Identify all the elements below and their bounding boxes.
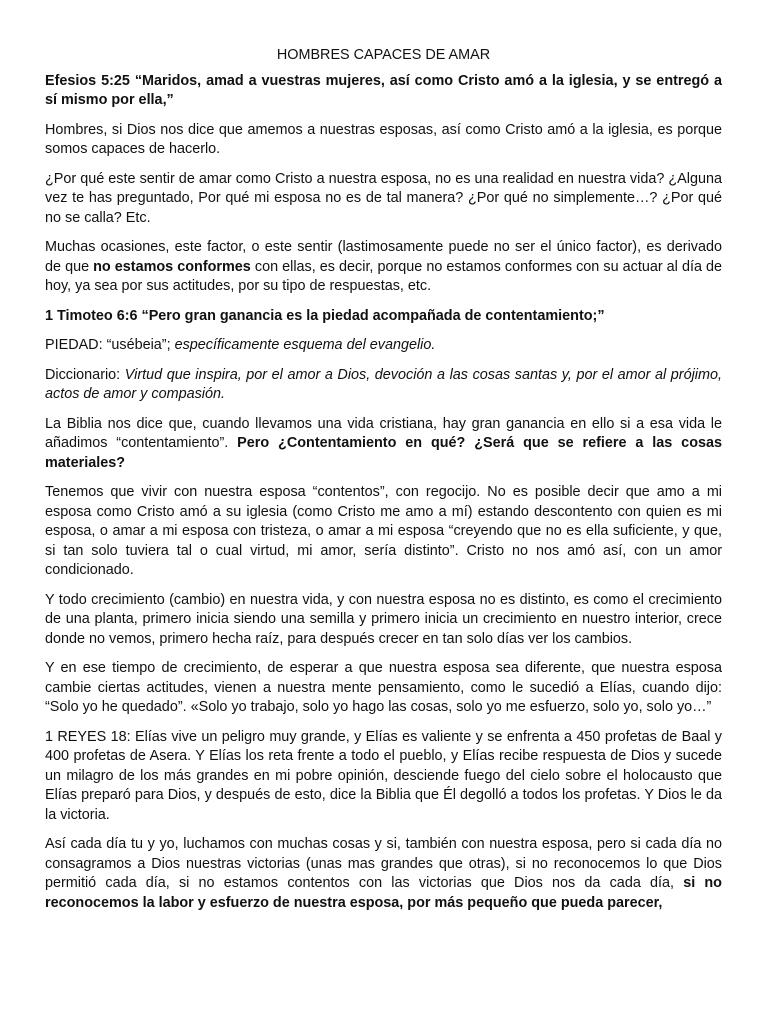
definition-dictionary <box>45 366 722 405</box>
verse-timothy: 1 Timoteo 6:6 “Pero gran ganancia es la piedad acompañada de contentamiento;” <box>45 307 605 324</box>
document-page <box>45 46 722 923</box>
paragraph-victories-text: Así cada día tu y yo, luchamos con muchas cosas y si, también con nuestra esposa, pero si cada día no consagramos a Dios nuestras victorias (unas mas grandes que otras), si no reconocemos lo que Dios permitió cada día, si no estamos contentos con las victorias que Dios nos da cada día, <box>45 836 722 891</box>
paragraph-live-content: Tenemos que vivir con nuestra esposa “contentos”, con regocijo. No es posible decir que amo a mi esposa como Cristo amó a su iglesia (como Cristo me amo a mí) estando descontento con quien es mi esposa, o amar a mi esposa con tristeza, o amar a mi esposa “creyendo que no es ella suficiente, y que, si tan solo tuviera tal o cual virtud, mi amor, sería distinto”. Cristo no nos amó así, con un amor condicionado. <box>45 484 722 578</box>
paragraph-elijah: Y en ese tiempo de crecimiento, de esperar a que nuestra esposa sea diferente, que nuestra esposa cambie ciertas actitudes, vienen a nuestra mente pensamiento, como le sucedió a Elías, cuando dijo: “Solo yo he quedado”. «Solo yo trabajo, solo yo hago las cosas, solo yo me esfuerzo, solo yo, solo yo…” <box>45 660 722 715</box>
paragraph-contentment-text: La Biblia nos dice que, cuando llevamos una vida cristiana, hay gran ganancia en ello si a esa vida le añadimos “contentamiento”. <box>45 415 722 451</box>
paragraph-factor-text-2: con ellas, es decir, porque no estamos conformes con su actuar al día de hoy, ya sea por sus actitudes, por su tipo de respuestas, etc. <box>45 258 723 294</box>
paragraph-factor-text-1: Muchas ocasiones, este factor, o este sentir (lastimosamente puede no ser el único factor), es derivado de que <box>45 239 722 275</box>
paragraph-victories-bold: si no reconocemos la labor y esfuerzo de nuestra esposa, por más pequeño que pueda parecer, <box>45 875 722 911</box>
paragraph-factor-bold: no estamos conformes <box>93 258 251 275</box>
paragraph-kings: 1 REYES 18: Elías vive un peligro muy grande, y Elías es valiente y se enfrenta a 450 profetas de Baal y 400 profetas de Asera. Y Elías los reta frente a todo el pueblo, y Elías recibe respuesta de Dios y sucede un milagro de los más grandes en mi pobre opinión, desciende fuego del cielo sobre el holocausto que Elías preparó para Dios, y después de esto, dice la Biblia que Él degolló a todos los profetas. Y Dios le da la victoria. <box>45 728 722 823</box>
definition-piedad-meaning: específicamente esquema del evangelio. <box>174 337 436 353</box>
definition-dictionary-label: Diccionario: <box>45 366 125 383</box>
paragraph-factor <box>45 238 722 297</box>
document-title: HOMBRES CAPACES DE AMAR <box>276 47 491 63</box>
definition-piedad-term: PIEDAD: “usébeia”; <box>45 337 175 353</box>
definition-piedad <box>45 336 722 356</box>
verse-ephesians: Efesios 5:25 “Maridos, amad a vuestras mujeres, así como Cristo amó a la iglesia, y se entregó a sí mismo por ella,” <box>45 72 722 108</box>
paragraph-victories <box>45 835 722 913</box>
paragraph-intro: Hombres, si Dios nos dice que amemos a nuestras esposas, así como Cristo amó a la iglesia, es porque somos capaces de hacerlo. <box>45 121 722 157</box>
paragraph-contentment-question: Pero ¿Contentamiento en qué? ¿Será que se refiere a las cosas materiales? <box>45 435 722 471</box>
paragraph-contentment <box>45 415 722 474</box>
definition-dictionary-text: Virtud que inspira, por el amor a Dios, devoción a las cosas santas y, por el amor al prójimo, actos de amor y compasión. <box>45 366 722 402</box>
paragraph-growth: Y todo crecimiento (cambio) en nuestra vida, y con nuestra esposa no es distinto, es como el crecimiento de una planta, primero inicia siendo una semilla y primero inicia un crecimiento en nuestro interior, crece donde no vemos, primero hecha raíz, para después crecer en tan solo días ver los cambios. <box>45 591 722 647</box>
paragraph-questions: ¿Por qué este sentir de amar como Cristo a nuestra esposa, no es una realidad en nuestra vida? ¿Alguna vez te has preguntado, Por qué mi esposa no es de tal manera? ¿Por qué no simplemente…? ¿Por qué no se calla? Etc. <box>45 170 722 226</box>
